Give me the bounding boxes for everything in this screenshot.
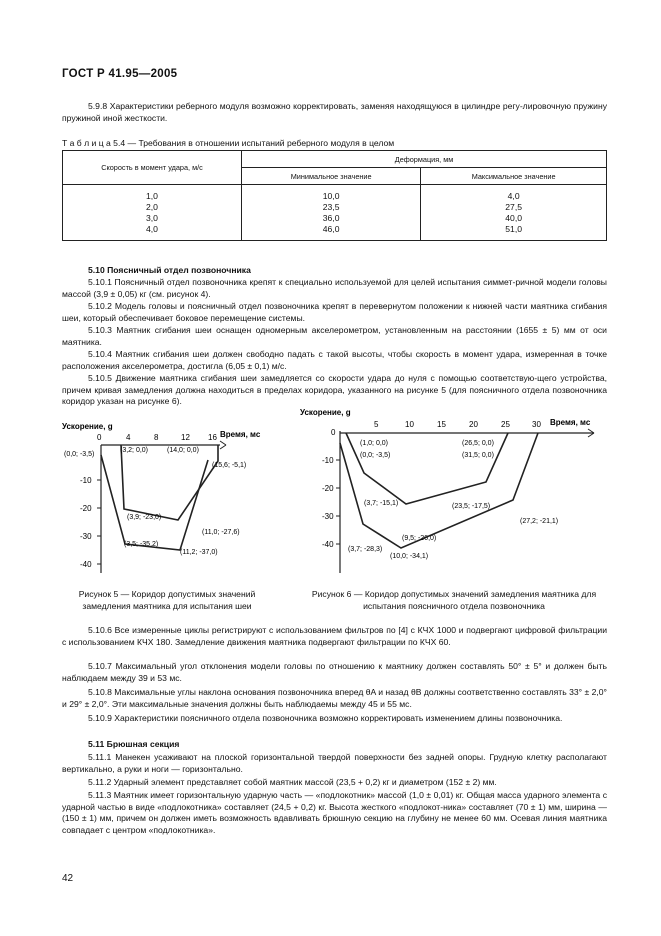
paragraph-5-11-3: 5.11.3 Маятник имеет горизонтальную ударную часть — «подлокотник» массой (1,0 ± 0,01) кг. Общая масса ударного элемента с ударной частью в виде «подлокотника» составляет (24,5 + 0,2) кг. Высота жесткого «подлокот-ника» составляет (70 ± 1) мм, ширина — (150 ± 1) мм, причем он должен иметь возможность вдавливать брюшную секцию на глубину не менее 60 мм. Осевая линия маятника совпадает с центром «подлокотника». [62,790,607,835]
fig6-point-label: (3,7; -28,3) [348,546,383,553]
speed-values: 1,0 2,0 3,0 4,0 [63,185,242,241]
paragraph-5-10-6: 5.10.6 Все измеренные циклы регистрируют с использованием фильтров по [4] с КЧХ 1000 и подвергают цифровой фильтрации с использованием КЧХ 180. Замедление движения маятника подвергают фильтрации по КЧХ 60. [62,625,607,647]
section-5-11-title: 5.11 Брюшная секция [88,739,180,749]
fig6-xtick: 10 [405,420,414,429]
fig6-point-label: (10,0; -34,1) [390,553,429,560]
fig6-ytick: -30 [322,512,334,521]
paragraph-5-11-2: 5.11.2 Ударный элемент представляет собой маятник массой (23,5 + 0,2) кг и диаметром (152 ± 2) мм. [88,777,497,787]
fig5-point-label: (11,2; -37,0) [180,549,218,556]
paragraph-5-10-4: 5.10.4 Маятник сгибания шеи должен свободно падать с такой высоты, чтобы скорость в момент удара, измеренная в точке расположения акселерометра, достигла (6,05 ± 0,1) м/с. [62,349,607,371]
paragraph-5-11-1: 5.11.1 Манекен усаживают на плоской горизонтальной твердой поверхности без задней опоры. Грудную клетку располагают вертикально, а руки и ноги — горизонтально. [62,752,607,774]
col-speed-header: Скорость в момент удара, м/с [63,151,242,185]
fig6-point-label: (23,5; -17,5) [452,503,491,510]
fig6-xtick: 15 [437,420,446,429]
fig6-ylabel: Ускорение, g [300,408,351,417]
fig6-xtick: 25 [501,420,510,429]
fig6-xlabel: Время, мс [550,418,591,427]
paragraph-5-10-7: 5.10.7 Максимальный угол отклонения модели головы по отношению к маятнику должен составлять 50° ± 5° и должен быть наблюдаем между 39 и 53 мс. [62,661,607,683]
fig6-point-label: (1,0; 0,0) [360,440,389,447]
paragraph-5-10-9: 5.10.9 Характеристики поясничного отдела позвоночника возможно корректировать изменением длины позвоночника. [88,713,563,723]
fig6-ytick: -40 [322,540,334,549]
max-values: 4,0 27,5 40,0 51,0 [421,185,607,241]
fig5-point-label: (3,5; -35,2) [124,541,159,548]
min-values: 10,0 23,5 36,0 46,0 [242,185,421,241]
figure-6-caption: Рисунок 6 — Коридор допустимых значений замедления маятника для испытания поясничного отдела позвоночника [311,589,597,611]
fig5-xlabel: Время, мс [220,430,261,439]
fig6-point-label: (31,5; 0,0) [462,452,494,459]
fig5-xtick: 16 [208,433,217,442]
paragraph-5-10-1: 5.10.1 Поясничный отдел позвоночника крепят к специально используемой для целей испытания симмет-ричной модели головы массой (3,9 ± 0,05) кг (см. рисунок 4). [62,277,607,299]
fig6-point-label: (26,5; 0,0) [462,440,494,447]
fig5-x-arrow [220,445,226,449]
fig5-xtick: 0 [97,433,102,442]
fig6-lower-boundary [340,433,538,548]
col-min-header: Минимальное значение [242,168,421,185]
fig5-ylabel: Ускорение, g [62,422,113,431]
fig5-xtick: 12 [181,433,190,442]
table-5-4 [62,150,607,241]
fig5-ytick: -40 [80,560,92,569]
fig5-point-label: (11,0; -27,6) [202,529,240,536]
paragraph-5-10-3: 5.10.3 Маятник сгибания шеи оснащен одномерным акселерометром, установленным на расстоянии (1655 ± 5) мм от оси маятника. [62,325,607,347]
fig6-xtick: 30 [532,420,541,429]
paragraph-5-10-8: 5.10.8 Максимальные углы наклона основания позвоночника вперед θA и назад θB должны соответственно составлять 33° ± 2,0° и 29° ± 2,0°. Эти максимальные значения должны быть наблюдаемы между 45 и 55 мс. [62,687,607,709]
fig5-point-label: (14,0; 0,0) [167,447,199,454]
fig5-ytick: -10 [80,476,92,485]
fig5-point-label: (0,0; -3,5) [64,451,95,458]
col-max-header: Максимальное значение [421,168,607,185]
fig5-xtick: 8 [154,433,159,442]
paragraph-5-9-8: 5.9.8 Характеристики реберного модуля возможно корректировать, заменяя находящуюся в цилиндре регу-лировочную пружину пружиной иной жесткости. [62,101,607,123]
fig6-point-label: (0,0; -3,5) [360,452,391,459]
figure-5-chart [60,415,292,585]
fig6-x-arrow [588,433,594,437]
fig6-ytick: -20 [322,484,334,493]
fig5-lower-boundary [101,455,208,550]
fig5-ytick: -30 [80,532,92,541]
fig5-point-label: (3,9; -23,0) [127,514,162,521]
paragraph-5-10-2: 5.10.2 Модель головы и поясничный отдел позвоночника крепят в перевернутом положении к нижней части маятника сгибания шеи, который обеспечивает боковое перемещение системы. [62,301,607,323]
figure-6-chart [298,405,608,585]
fig6-x-arrow [588,429,594,433]
figure-5-caption: Рисунок 5 — Коридор допустимых значений замедления маятника для испытания шеи [78,589,256,611]
fig6-xtick: 5 [374,420,379,429]
fig5-ytick: -20 [80,504,92,513]
fig5-xtick: 4 [126,433,131,442]
fig5-point-label: (3,2; 0,0) [120,447,149,454]
paragraph-5-10-5: 5.10.5 Движение маятника сгибания шеи замедляется со скорости удара до нуля с помощью соответствую-щего устройства, причем кривая замедления должна находиться в пределах коридора, указанного на рисунке 5 (для поясничного отдела позвоночника коридор указан на рисунке 6). [62,373,607,406]
page-number: 42 [62,873,74,884]
fig5-upper-boundary [121,445,218,520]
fig5-point-label: (15,6; -5,1) [212,462,247,469]
document-header: ГОСТ Р 41.95—2005 [62,68,178,80]
section-5-10-title: 5.10 Поясничный отдел позвоночника [88,265,251,275]
fig6-point-label: (9,5; -26,0) [402,535,437,542]
fig5-x-arrow [220,441,226,445]
fig6-ytick: -10 [322,456,334,465]
fig6-xtick: 20 [469,420,478,429]
fig6-point-label: (27,2; -21,1) [520,518,559,525]
table-caption: Т а б л и ц а 5.4 — Требования в отношении испытаний реберного модуля в целом [62,138,395,148]
fig6-ytick: 0 [331,428,336,437]
col-deform-header: Деформация, мм [242,151,607,168]
fig6-point-label: (3,7; -15,1) [364,500,399,507]
